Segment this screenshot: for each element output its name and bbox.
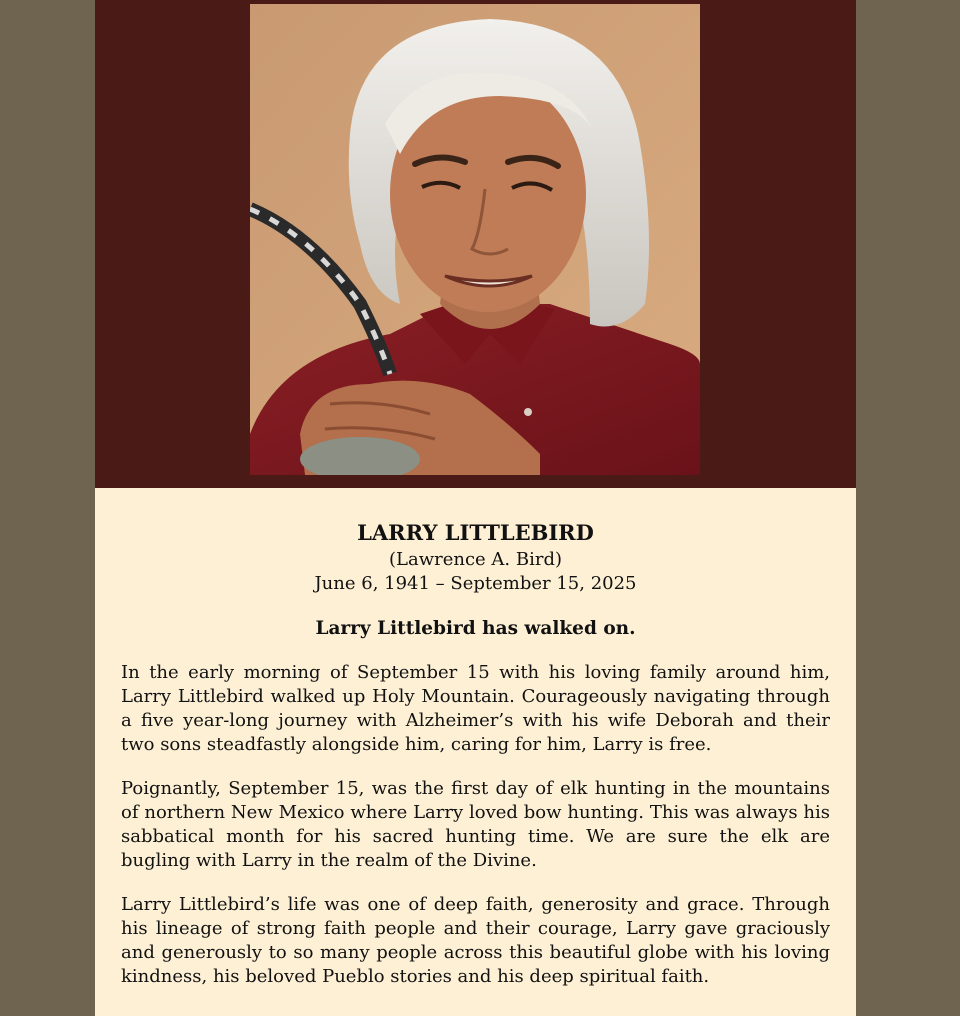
legal-name: (Lawrence A. Bird) — [389, 549, 562, 570]
headline: Larry Littlebird has walked on. — [315, 618, 636, 639]
page — [95, 0, 856, 1016]
obituary-text — [121, 518, 830, 989]
paragraph-2: Poignantly, September 15, was the first day of elk hunting in the mountains of northern New Mexico where Larry loved bow hunting. This was always his sabbatical month for his sacred hunting time. We are sure the elk are bugling with Larry in the realm of the Divine. — [121, 778, 830, 871]
portrait-photo — [250, 4, 700, 475]
photo-band — [95, 0, 856, 488]
person-name: LARRY LITTLEBIRD — [357, 520, 594, 545]
paragraph-1: In the early morning of September 15 with his loving family around him, Larry Littlebird walked up Holy Mountain. Courageously navigating through a five year-long journey with Alzheimer’s with his wife Deborah and their two sons steadfastly alongside him, caring for him, Larry is free. — [121, 662, 830, 755]
paragraph-3: Larry Littlebird’s life was one of deep faith, generosity and grace. Through his lineage of strong faith people and their courage, Larry gave graciously and generously to so many people across this beautiful globe with his loving kindness, his beloved Pueblo stories and his deep spiritual faith. — [121, 894, 830, 987]
life-dates: June 6, 1941 – September 15, 2025 — [314, 573, 637, 594]
